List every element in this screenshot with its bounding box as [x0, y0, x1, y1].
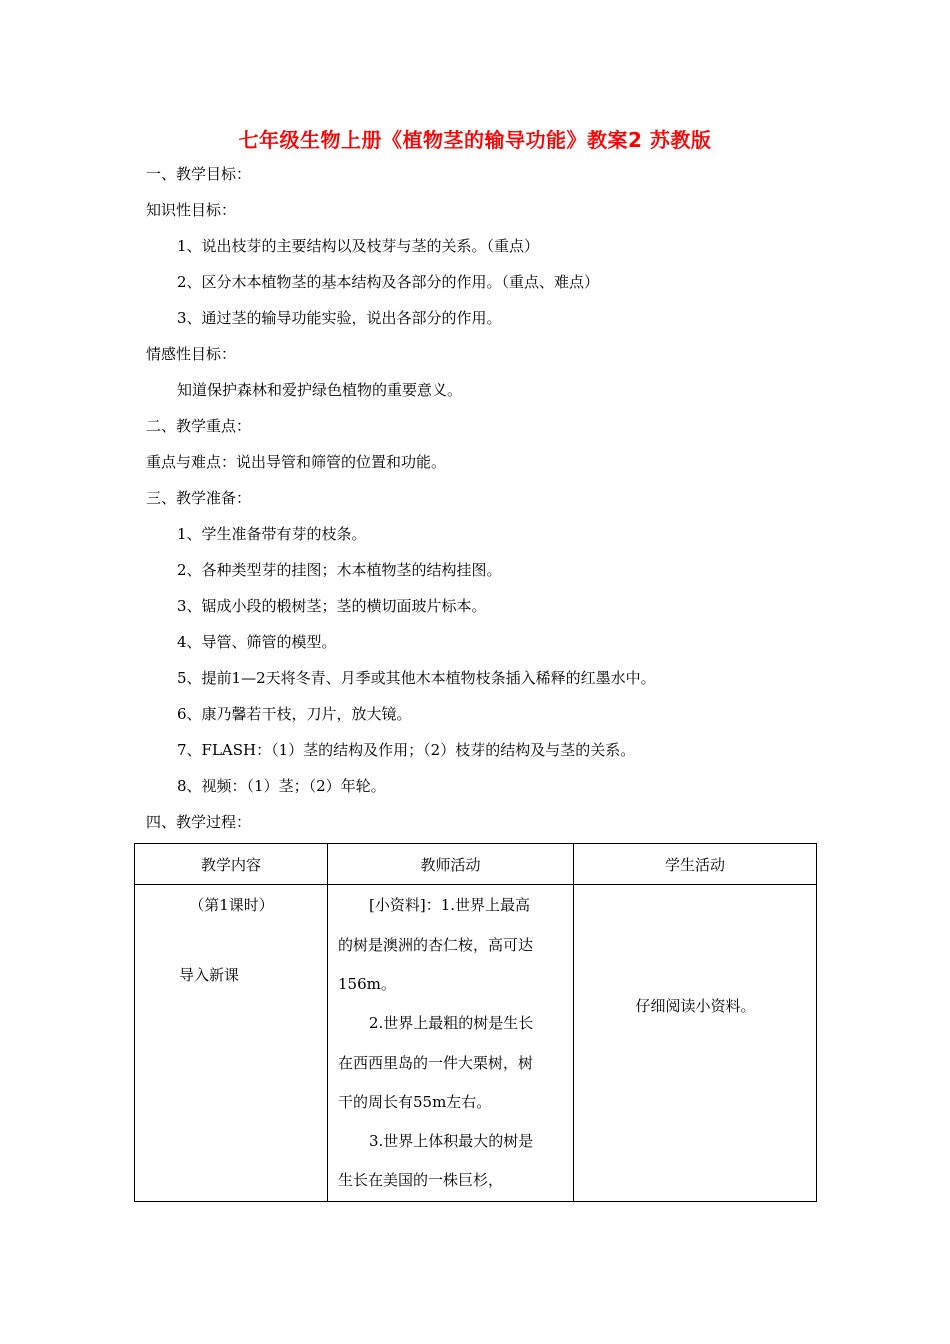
teacher-text-line: 生长在美国的一株巨杉， — [338, 1171, 504, 1189]
section-process-heading: 四、教学过程： — [146, 813, 252, 831]
teacher-text-line: 的树是澳洲的杏仁桉，高可达 — [338, 936, 534, 954]
lesson-period: （第1课时） — [189, 896, 274, 914]
teacher-text-line: 156m。 — [338, 975, 396, 993]
teacher-text-line: 干的周长有55m左右。 — [338, 1093, 492, 1111]
prep-item: 7、FLASH：（1）茎的结构及作用；（2）枝芽的结构及与茎的关系。 — [177, 741, 636, 759]
teacher-text-line: 3.世界上体积最大的树是 — [369, 1132, 534, 1150]
prep-item: 8、视频：（1）茎；（2）年轮。 — [177, 777, 386, 795]
student-activity-text: 仔细阅读小资料。 — [635, 997, 756, 1015]
section-preparation-heading: 三、教学准备： — [146, 489, 252, 507]
prep-item: 5、提前1—2天将冬青、月季或其他木本植物枝条插入稀释的红墨水中。 — [177, 669, 656, 687]
knowledge-objectives-label: 知识性目标： — [146, 201, 237, 219]
teacher-text-line: [小资料]：1.世界上最高 — [369, 896, 531, 914]
prep-item: 2、各种类型芽的挂图；木本植物茎的结构挂图。 — [177, 561, 502, 579]
header-teacher-activity: 教师活动 — [328, 844, 574, 885]
header-content: 教学内容 — [135, 844, 328, 885]
header-student-activity: 学生活动 — [574, 844, 817, 885]
table-header-row — [135, 844, 817, 885]
knowledge-item: 2、区分木本植物茎的基本结构及各部分的作用。（重点、难点） — [177, 273, 600, 291]
section-keypoints-heading: 二、教学重点： — [146, 417, 252, 435]
document-title: 七年级生物上册《植物茎的输导功能》教案2 苏教版 — [238, 128, 712, 152]
knowledge-item: 1、说出枝芽的主要结构以及枝芽与茎的关系。（重点） — [177, 237, 540, 255]
prep-item: 4、导管、筛管的模型。 — [177, 633, 337, 651]
teacher-text-line: 在西西里岛的一件大栗树，树 — [338, 1054, 534, 1072]
content-cell — [135, 885, 328, 1202]
prep-item: 1、学生准备带有芽的枝条。 — [177, 525, 367, 543]
prep-item: 3、锯成小段的椴树茎；茎的横切面玻片标本。 — [177, 597, 487, 615]
keypoints-text: 重点与难点：说出导管和筛管的位置和功能。 — [146, 453, 447, 471]
prep-item: 6、康乃馨若干枝，刀片，放大镜。 — [177, 705, 412, 723]
lesson-topic: 导入新课 — [179, 966, 240, 984]
emotion-item: 知道保护森林和爱护绿色植物的重要意义。 — [177, 381, 463, 399]
section-objectives-heading: 一、教学目标： — [146, 165, 252, 183]
emotion-objectives-label: 情感性目标： — [146, 345, 237, 363]
lesson-process-table — [134, 843, 817, 1202]
table-row — [135, 885, 817, 1202]
knowledge-item: 3、通过茎的输导功能实验，说出各部分的作用。 — [177, 309, 502, 327]
student-activity-cell — [574, 885, 817, 1202]
teacher-text-line: 2.世界上最粗的树是生长 — [369, 1014, 534, 1032]
teacher-activity-cell — [328, 885, 574, 1202]
